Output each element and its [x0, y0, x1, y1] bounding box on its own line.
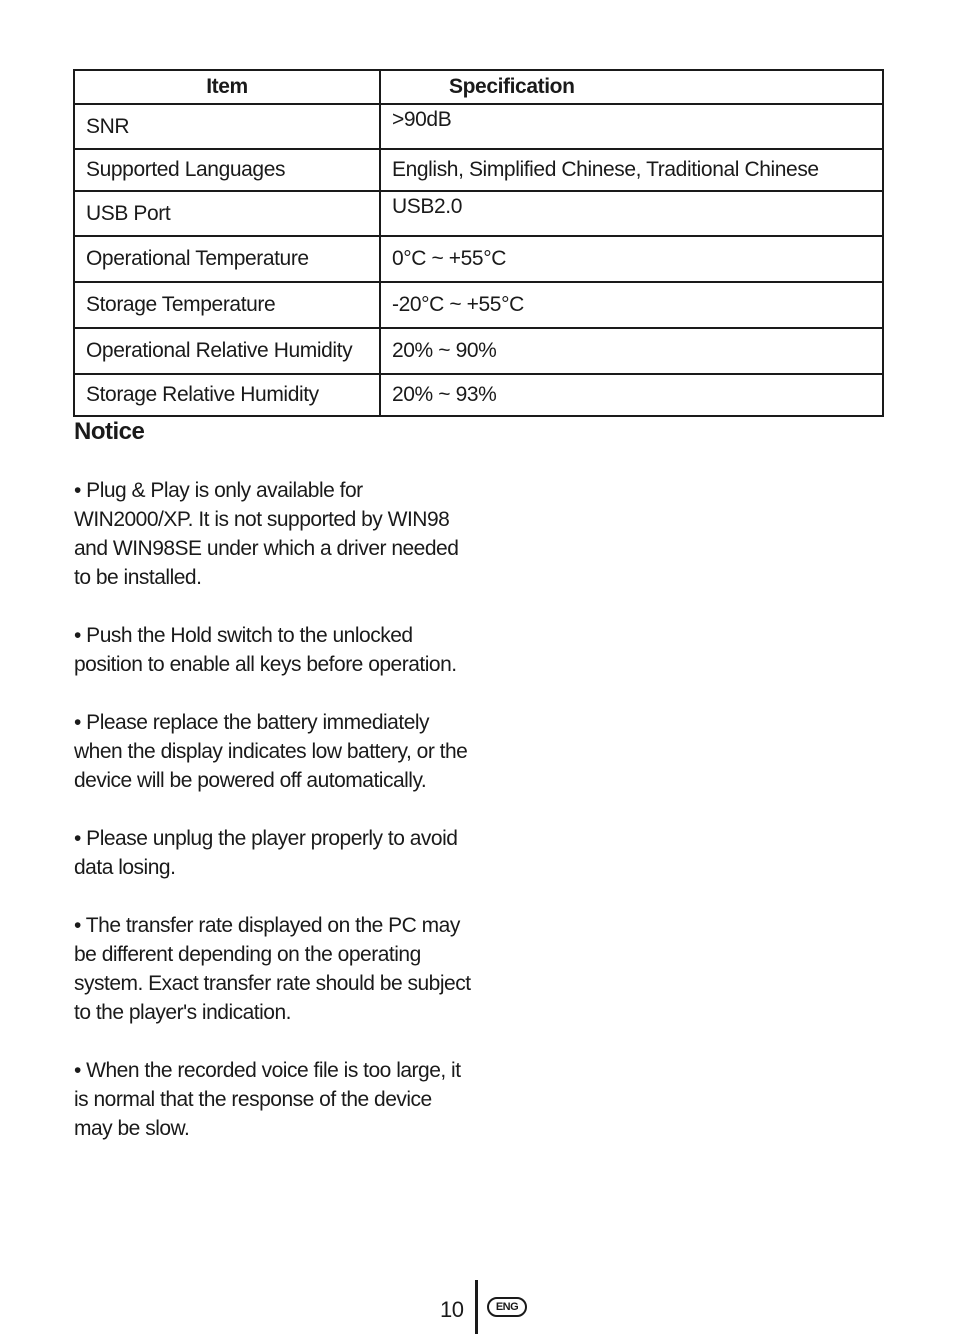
- notice-heading: Notice: [74, 418, 145, 445]
- row-spec: 20% ~ 90%: [380, 328, 883, 374]
- notice-item: • Please replace the battery immediately when the display indicates low battery, or the device will be powered off automatically.: [74, 711, 468, 792]
- row-spec: English, Simplified Chinese, Traditional Chinese: [380, 149, 883, 191]
- table-row: [74, 374, 883, 416]
- table-row: [74, 149, 883, 191]
- page-number: 10: [440, 1297, 464, 1322]
- row-item: Operational Temperature: [74, 236, 380, 282]
- row-item: Storage Relative Humidity: [74, 374, 380, 416]
- notice-list: [74, 476, 474, 1172]
- row-item: Operational Relative Humidity: [74, 328, 380, 374]
- header-specification: Specification: [380, 70, 883, 104]
- notice-item: • The transfer rate displayed on the PC may be different depending on the operating system. Exact transfer rate should be subject to the player's indication.: [74, 914, 471, 1024]
- specification-table: [73, 69, 884, 417]
- header-item: Item: [74, 70, 380, 104]
- table-row: [74, 328, 883, 374]
- footer-divider: [475, 1280, 478, 1334]
- notice-item: • Push the Hold switch to the unlocked position to enable all keys before operation.: [74, 624, 457, 676]
- row-spec: 0°C ~ +55°C: [380, 236, 883, 282]
- table-row: [74, 191, 883, 236]
- table-row: [74, 104, 883, 149]
- row-item: SNR: [74, 104, 380, 149]
- row-item: USB Port: [74, 191, 380, 236]
- row-item: Storage Temperature: [74, 282, 380, 328]
- row-spec: >90dB: [380, 104, 883, 149]
- notice-item: • When the recorded voice file is too large, it is normal that the response of the device may be slow.: [74, 1059, 461, 1140]
- language-badge: ENG: [487, 1297, 527, 1317]
- notice-item: • Plug & Play is only available for WIN2000/XP. It is not supported by WIN98 and WIN98SE under which a driver needed to be installed.: [74, 479, 459, 589]
- row-spec: 20% ~ 93%: [380, 374, 883, 416]
- row-spec: -20°C ~ +55°C: [380, 282, 883, 328]
- row-spec: USB2.0: [380, 191, 883, 236]
- row-item: Supported Languages: [74, 149, 380, 191]
- table-header-row: [74, 70, 883, 104]
- table-row: [74, 282, 883, 328]
- notice-item: • Please unplug the player properly to avoid data losing.: [74, 827, 458, 879]
- table-row: [74, 236, 883, 282]
